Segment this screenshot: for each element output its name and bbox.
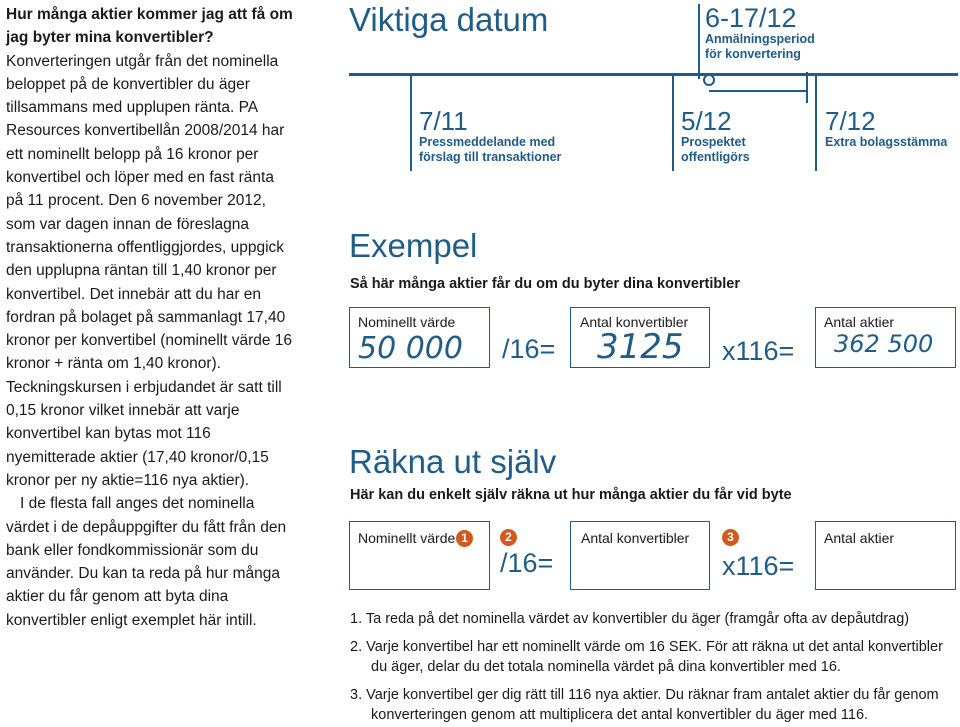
steps-list	[350, 609, 955, 725]
calc-box-convertibles-label: Antal konvertibler	[581, 530, 690, 546]
tick-5-12	[672, 76, 674, 171]
period-start-marker	[703, 74, 715, 86]
calc-op-multiply: x116=	[722, 551, 795, 581]
period-line-right	[806, 72, 808, 103]
tick-7-11	[410, 76, 412, 171]
event-desc-2a: Prospektet	[681, 135, 746, 149]
tick-7-12	[815, 76, 817, 171]
example-box-nominal-value: 50 000	[358, 331, 463, 366]
paragraph-1: Konverteringen utgår från det nominella beloppet på de konvertibler du äger tillsammans med upplupen ränta. PA Resources konvertibellån 2008/2014 har ett nominellt belopp på 16 kronor per konvertibel och löper med en fast ränta på 11 procent. Den 6 november 2012, som var dagen innan de föreslagna transaktionerna offentliggjordes, uppgick den upplupna räntan till 1,40 kronor per konvertibel. Det innebär att du har en fordran på bolaget på sammanlagt 17,40 kronor per konvertibel (nominellt värde 16 kronor + ränta om 1,40 kronor). Teckningskursen i erbjudandet är satt till 0,15 kronor vilket innebär att varje konvertibel kan bytas mot 116 nyemitterade aktier (17,40 kronor/0,15 kronor per ny aktie=116 nya aktier).	[6, 52, 293, 489]
event-date-3: 7/12	[825, 106, 876, 136]
period-line-left	[698, 4, 700, 79]
calc-box-nominal[interactable]	[349, 521, 490, 590]
paragraph-2: I de flesta fall anges det nominella värdet i de depåuppgifter du fått från den bank eller fondkommissionär som du använder. Du kan ta reda på hur många aktier du får genom att byta dina konvertibler enligt exemplet här intill.	[6, 495, 287, 629]
calc-box-convertibles[interactable]	[570, 521, 710, 590]
step-1-text: 1. Ta reda på det nominella värdet av konvertibler du äger (framgår ofta av depåutdrag)	[350, 611, 910, 627]
calc-box-nominal-label: Nominellt värde	[358, 530, 456, 546]
step-2-text: 2. Varje konvertibel har ett nominellt värde om 16 SEK. För att räkna ut det antal konvertibler du äger, delar du det totala nominella värdet på dina konvertibler med 16.	[350, 639, 943, 675]
question-heading: Hur många aktier kommer jag att få om jag byter mina konvertibler?	[6, 6, 293, 47]
period-date: 6-17/12	[705, 3, 797, 33]
example-title: Exempel	[349, 227, 478, 264]
calc-op-divide: /16=	[500, 548, 554, 578]
example-box-convertibles-label: Antal konvertibler	[580, 314, 689, 330]
example-subtitle: Så här många aktier får du om du byter dina konvertibler	[350, 276, 740, 292]
example-box-nominal-label: Nominellt värde	[358, 314, 456, 330]
example-box-shares-value: 362 500	[834, 330, 934, 358]
dates-title: Viktiga datum	[349, 1, 549, 38]
step-3-text: 3. Varje konvertibel ger dig rätt till 116 nya aktier. Du räknar fram antalet aktier du får genom konverteringen genom att multiplicera det antal konvertibler du äger med 116.	[350, 687, 939, 723]
event-date-2: 5/12	[681, 106, 732, 136]
example-box-shares	[815, 307, 956, 368]
period-bracket	[709, 90, 808, 92]
step-2-badge: 2	[500, 529, 517, 546]
timeline-bar	[349, 73, 958, 76]
example-box-shares-label: Antal aktier	[824, 314, 895, 330]
example-box-convertibles	[570, 307, 710, 368]
event-date-1: 7/11	[419, 106, 468, 136]
example-op-divide: /16=	[502, 334, 556, 364]
event-desc-2b: offentligörs	[681, 150, 750, 164]
calc-subtitle: Här kan du enkelt själv räkna ut hur många aktier du får vid byte	[350, 487, 792, 503]
example-box-nominal	[349, 307, 490, 368]
period-desc-1: Anmälningsperiod	[705, 32, 815, 46]
calc-title: Räkna ut själv	[349, 443, 557, 480]
event-desc-3a: Extra bolagsstämma	[825, 135, 948, 149]
step-3-badge: 3	[722, 529, 739, 546]
event-desc-1b: förslag till transaktioner	[419, 150, 562, 164]
example-box-convertibles-value: 3125	[597, 327, 684, 367]
event-desc-1a: Pressmeddelande med	[419, 135, 556, 149]
calc-box-shares[interactable]	[815, 521, 956, 590]
example-op-multiply: x116=	[722, 336, 795, 366]
left-text-column	[6, 3, 294, 632]
period-desc-2: för konvertering	[705, 47, 801, 61]
calc-box-shares-label: Antal aktier	[824, 530, 895, 546]
step-1-badge: 1	[456, 530, 473, 547]
